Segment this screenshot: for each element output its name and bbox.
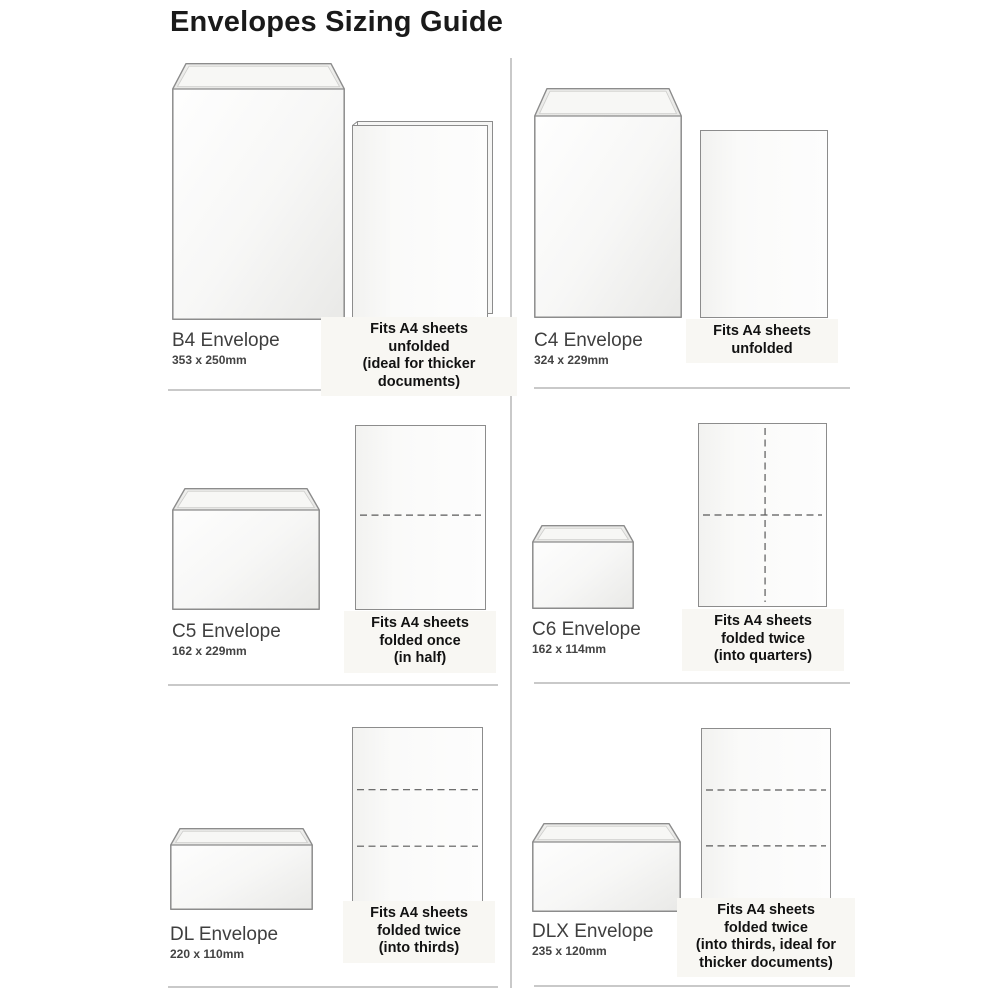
divider-row3-right: [534, 985, 850, 987]
c6-sheet-illustration: [698, 423, 827, 607]
dlx-envelope-dimensions: 235 x 120mm: [532, 944, 607, 958]
b4-envelope-illustration: [172, 63, 345, 320]
c5-fit-caption: [344, 611, 496, 673]
dlx-sheet-illustration: [701, 728, 831, 911]
dlx-fit-caption: [677, 898, 855, 977]
b4-envelope-name: B4 Envelope: [172, 330, 280, 351]
envelope-body: [535, 89, 681, 317]
caption-line: Fits A4 sheets: [713, 323, 811, 339]
b4-fit-caption: [321, 317, 517, 396]
caption-line: Fits A4 sheets: [371, 615, 469, 631]
b4-sheet-illustration: [352, 121, 493, 318]
sheet-front: [353, 126, 488, 318]
caption-line: (into thirds, ideal for: [695, 937, 837, 953]
sheet-front: [356, 426, 486, 610]
divider-vertical-center: [510, 58, 512, 988]
caption-line: (into quarters): [713, 648, 813, 664]
envelope-flap-inner: [540, 91, 677, 113]
dl-envelope-illustration: [170, 828, 313, 910]
envelope-flap-inner: [538, 528, 629, 539]
caption-line: (into thirds): [378, 940, 460, 956]
c4-sheet-illustration: [700, 130, 828, 318]
caption-line: thicker documents): [699, 954, 833, 971]
c5-envelope-name: C5 Envelope: [172, 621, 281, 642]
c5-sheet-illustration: [355, 425, 486, 610]
caption-line: folded once: [379, 632, 461, 649]
dl-fit-caption: [343, 901, 495, 963]
envelope-flap-inner: [538, 826, 676, 839]
c4-envelope-dimensions: 324 x 229mm: [534, 353, 609, 367]
dl-sheet-illustration: [352, 727, 483, 912]
caption-line: folded twice: [377, 922, 461, 939]
sheet-stack-corner: [353, 122, 358, 126]
dl-envelope-name: DL Envelope: [170, 924, 279, 945]
dlx-envelope-name: DLX Envelope: [532, 921, 654, 942]
sheet-front: [702, 729, 831, 911]
b4-envelope-dimensions: 353 x 250mm: [172, 353, 247, 367]
divider-row2-left: [168, 684, 498, 686]
c4-envelope-illustration: [534, 88, 682, 318]
sheet-front: [701, 131, 828, 318]
c5-envelope-illustration: [172, 488, 320, 610]
dl-envelope-dimensions: 220 x 110mm: [170, 947, 245, 961]
divider-row2-right: [534, 682, 850, 684]
c6-fit-caption: [682, 609, 844, 671]
divider-row1-right: [534, 387, 850, 389]
caption-line: folded twice: [724, 919, 808, 936]
caption-line: Fits A4 sheets: [370, 321, 468, 337]
caption-line: Fits A4 sheets: [717, 902, 815, 918]
envelope-flap-inner: [176, 831, 308, 842]
caption-line: folded twice: [721, 630, 805, 647]
envelope-body: [173, 64, 344, 319]
envelope-flap-inner: [178, 491, 315, 507]
caption-line: (in half): [393, 650, 447, 666]
c6-envelope-name: C6 Envelope: [532, 619, 641, 640]
c5-envelope-dimensions: 162 x 229mm: [172, 644, 247, 658]
envelope-flap-inner: [178, 66, 340, 86]
divider-row3-left: [168, 986, 498, 988]
caption-line: Fits A4 sheets: [370, 905, 468, 921]
c4-envelope-name: C4 Envelope: [534, 330, 643, 351]
c6-envelope-illustration: [532, 525, 634, 609]
dlx-envelope-illustration: [532, 823, 681, 912]
c6-envelope-dimensions: 162 x 114mm: [532, 642, 607, 656]
page-title: Envelopes Sizing Guide: [170, 6, 504, 38]
caption-line: unfolded: [388, 338, 450, 355]
c4-fit-caption: [686, 319, 838, 363]
caption-line: (ideal for thicker documents): [362, 356, 476, 390]
sheet-front: [353, 728, 483, 912]
caption-line: Fits A4 sheets: [714, 613, 812, 629]
caption-line: unfolded: [731, 340, 793, 357]
